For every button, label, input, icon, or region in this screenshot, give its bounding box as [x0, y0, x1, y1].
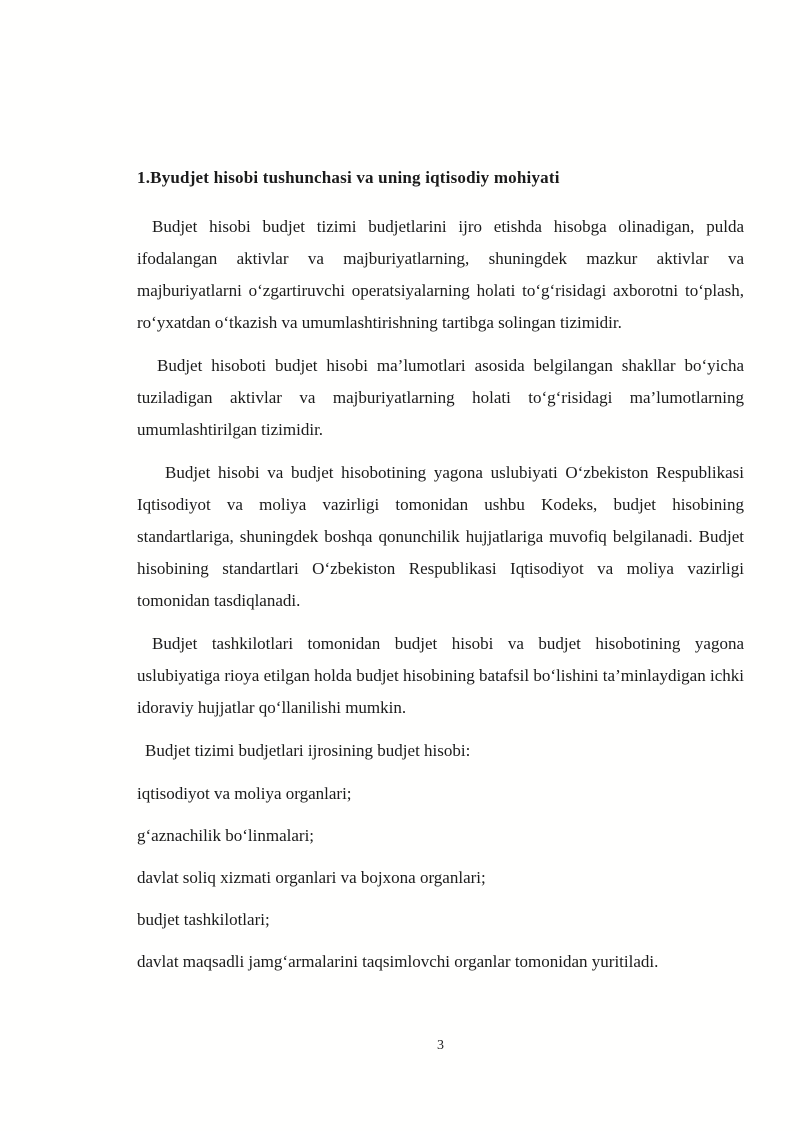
- paragraph-budget-reporting-definition: Budjet hisoboti budjet hisobi ma’lumotlari asosida belgilangan shakllar bo‘yicha tuziladigan aktivlar va majburiyatlarning holati to‘g‘risidagi ma’lumotlarning umumlashtirilgan tizimidir.: [137, 356, 744, 439]
- paragraph-internal-documents: Budjet tashkilotlari tomonidan budjet hisobi va budjet hisobotining yagona uslubiyatiga rioya etilgan holda budjet hisobining batafsil bo‘lishini ta’minlaydigan ichki idoraviy hujjatlar qo‘llanilishi mumkin.: [137, 634, 744, 717]
- document-heading: 1.Byudjet hisobi tushunchasi va uning iqtisodiy mohiyati: [137, 168, 560, 187]
- paragraph-list-intro: Budjet tizimi budjetlari ijrosining budjet hisobi:: [145, 741, 471, 760]
- page-number: 3: [437, 1038, 444, 1053]
- list-item-treasury-divisions: g‘aznachilik bo‘linmalari;: [137, 826, 315, 845]
- list-item-tax-customs-bodies: davlat soliq xizmati organlari va bojxona organlari;: [137, 868, 486, 887]
- list-item-budget-organizations: budjet tashkilotlari;: [137, 910, 270, 929]
- list-item-economy-finance-bodies: iqtisodiyot va moliya organlari;: [137, 784, 352, 803]
- paragraph-unified-methodology: Budjet hisobi va budjet hisobotining yagona uslubiyati O‘zbekiston Respublikasi Iqtisodiyot va moliya vazirligi tomonidan ushbu Kodeks, budjet hisobining standartlariga, shuningdek boshqa qonunchilik hujjatlariga muvofiq belgilanadi. Budjet hisobining standartlari O‘zbekiston Respublikasi Iqtisodiyot va moliya vazirligi tomonidan tasdiqlanadi.: [137, 463, 744, 610]
- paragraph-budget-accounting-definition: Budjet hisobi budjet tizimi budjetlarini ijro etishda hisobga olinadigan, pulda ifodalangan aktivlar va majburiyatlarning, shuningdek mazkur aktivlar va majburiyatlarni o‘zgartiruvchi operatsiyalarning holati to‘g‘risidagi axborotni to‘plash, ro‘yxatdan o‘tkazish va umumlashtirishning tartibga solingan tizimidir.: [137, 217, 744, 332]
- list-item-state-target-funds: davlat maqsadli jamg‘armalarini taqsimlovchi organlar tomonidan yuritiladi.: [137, 952, 659, 971]
